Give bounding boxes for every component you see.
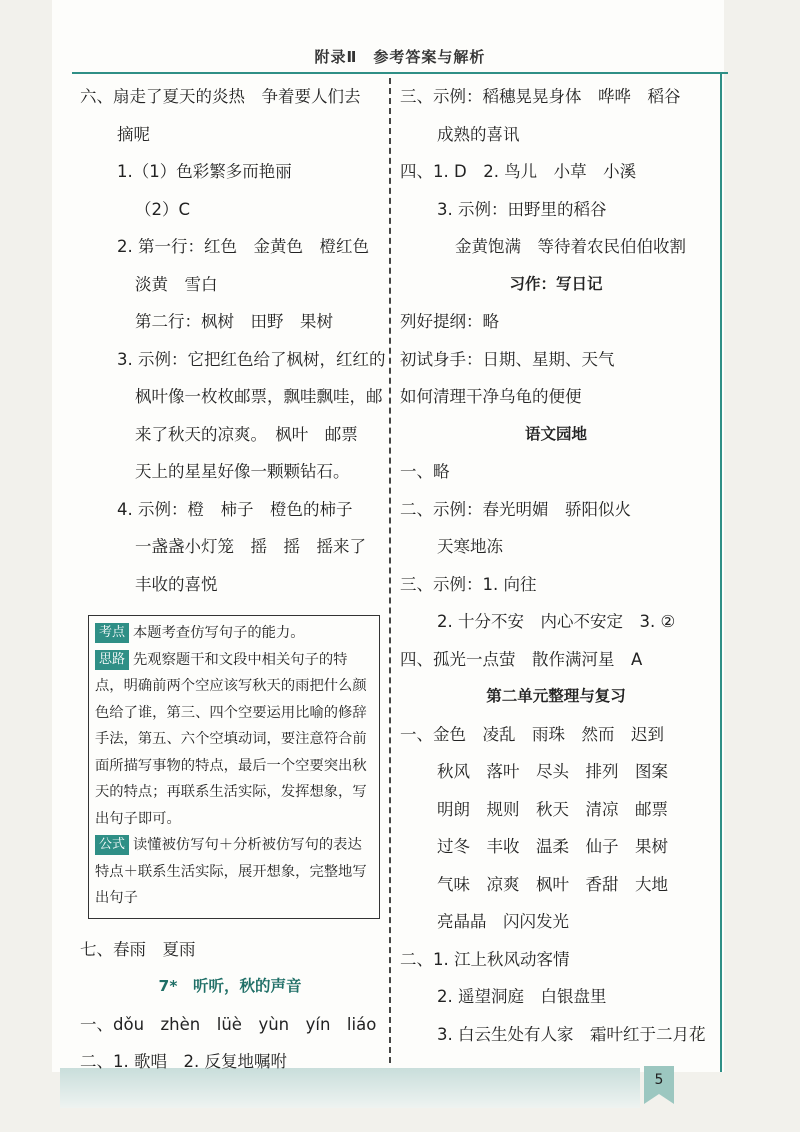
answer-line: 七、春雨 夏雨: [80, 939, 196, 959]
header-rule: [72, 72, 728, 74]
answer-line: 天寒地冻: [437, 537, 503, 556]
answer-line: 四、1. D 2. 鸟儿 小草 小溪: [400, 162, 637, 181]
answer-line: 摘呢: [117, 124, 150, 144]
answer-line: 2. 第一行：红色 金黄色 橙红色: [117, 237, 369, 256]
answer-line: 枫叶像一枚枚邮票，飘哇飘哇，邮: [135, 387, 383, 406]
section-heading: 语文园地: [524, 424, 587, 443]
answer-line: 2. 遥望洞庭 白银盘里: [437, 987, 607, 1006]
answer-line: 三、示例：稻穗晃晃身体 哗哗 稻谷: [400, 87, 681, 106]
answer-line: 一、金色 凌乱 雨珠 然而 迟到: [400, 724, 664, 744]
answer-line: 淡黄 雪白: [135, 274, 218, 294]
right-answer-lines: [400, 78, 712, 1053]
answer-line: 第二行：枫树 田野 果树: [135, 312, 333, 331]
right-column: [400, 78, 712, 1053]
answer-line: 六、扇走了夏天的炎热 争着要人们去: [80, 87, 361, 106]
section-heading: 第二单元整理与复习: [486, 687, 626, 705]
column-divider: [389, 78, 391, 1063]
answer-line: 一、dǒu zhèn lüè yùn yín liáo: [80, 1014, 377, 1034]
right-margin-rule: [720, 72, 722, 1072]
answer-line: 金黄饱满 等待着农民伯伯收割: [455, 237, 686, 256]
answer-line: 来了秋天的凉爽。 枫叶 邮票: [135, 424, 358, 444]
note-gongshi: [95, 832, 373, 912]
answer-line: 1.（1）色彩繁多而艳丽: [117, 162, 292, 181]
answer-line: 一盏盏小灯笼 摇 摇 摇来了: [135, 537, 366, 556]
answer-line: 二、1. 歌唱 2. 反复地嘱咐: [80, 1052, 287, 1071]
page-header-title: 附录Ⅱ 参考答案与解析: [314, 48, 486, 66]
section-heading: 习作：写日记: [509, 274, 603, 293]
answer-line: 三、示例：1. 向往: [400, 574, 537, 594]
left-answer-lines: [80, 78, 386, 603]
answer-line: （2）C: [135, 199, 191, 219]
analysis-note-box: [88, 615, 380, 919]
answer-line: 明朗 规则 秋天 清凉 邮票: [437, 799, 668, 819]
page-number: 5: [644, 1066, 674, 1094]
section-heading: 7* 听听，秋的声音: [158, 977, 302, 995]
note-kaodian: [95, 620, 373, 647]
answer-line: 成熟的喜讯: [437, 124, 520, 144]
answer-line: 过冬 丰收 温柔 仙子 果树: [437, 837, 668, 856]
silu-tag: 思路: [95, 650, 129, 670]
answer-line: 四、孤光一点萤 散作满河星 A: [400, 649, 643, 669]
answer-line: 4. 示例：橙 柿子 橙色的柿子: [117, 499, 353, 519]
answer-line: 天上的星星好像一颗颗钻石。: [135, 462, 350, 481]
answer-line: 初试身手：日期、星期、天气: [400, 349, 615, 369]
answer-line: 如何清理干净乌龟的便便: [400, 387, 582, 406]
answer-line: 二、1. 江上秋风动客情: [400, 949, 570, 969]
kaodian-text: 本题考查仿写句子的能力。: [133, 625, 305, 641]
answer-line: 秋风 落叶 尽头 排列 图案: [437, 762, 668, 781]
kaodian-tag: 考点: [95, 623, 129, 643]
note-silu: [95, 647, 373, 833]
answer-line: 3. 示例：田野里的稻谷: [437, 199, 607, 219]
answer-line: 3. 白云生处有人家 霜叶红于二月花: [437, 1024, 706, 1044]
left-column: [80, 78, 386, 1081]
answer-line: 3. 示例：它把红色给了枫树，红红的: [117, 349, 386, 369]
answer-line: 二、示例：春光明媚 骄阳似火: [400, 499, 631, 519]
answer-line: 列好提纲：略: [400, 312, 499, 331]
gongshi-tag: 公式: [95, 835, 129, 855]
answer-line: 丰收的喜悦: [135, 574, 218, 594]
answer-line: 一、略: [400, 462, 450, 481]
gongshi-text: 读懂被仿写句＋分析被仿写句的表达特点＋联系生活实际，展开想象，完整地写出句子: [95, 837, 367, 906]
answer-line: 亮晶晶 闪闪发光: [437, 912, 569, 931]
left-tail-lines: [80, 931, 380, 1081]
answer-line: 气味 凉爽 枫叶 香甜 大地: [437, 874, 668, 894]
silu-text: 先观察题干和文段中相关句子的特点，明确前两个空应该写秋天的雨把什么颜色给了谁，第三、四个空要运用比喻的修辞手法，第五、六个空填动词，要注意符合前面所描写事物的特点，最后一个空要突出秋天的特点；再联系生活实际，发挥想象，写出句子即可。: [95, 651, 367, 827]
answer-line: 2. 十分不安 内心不安定 3. ②: [437, 612, 676, 631]
